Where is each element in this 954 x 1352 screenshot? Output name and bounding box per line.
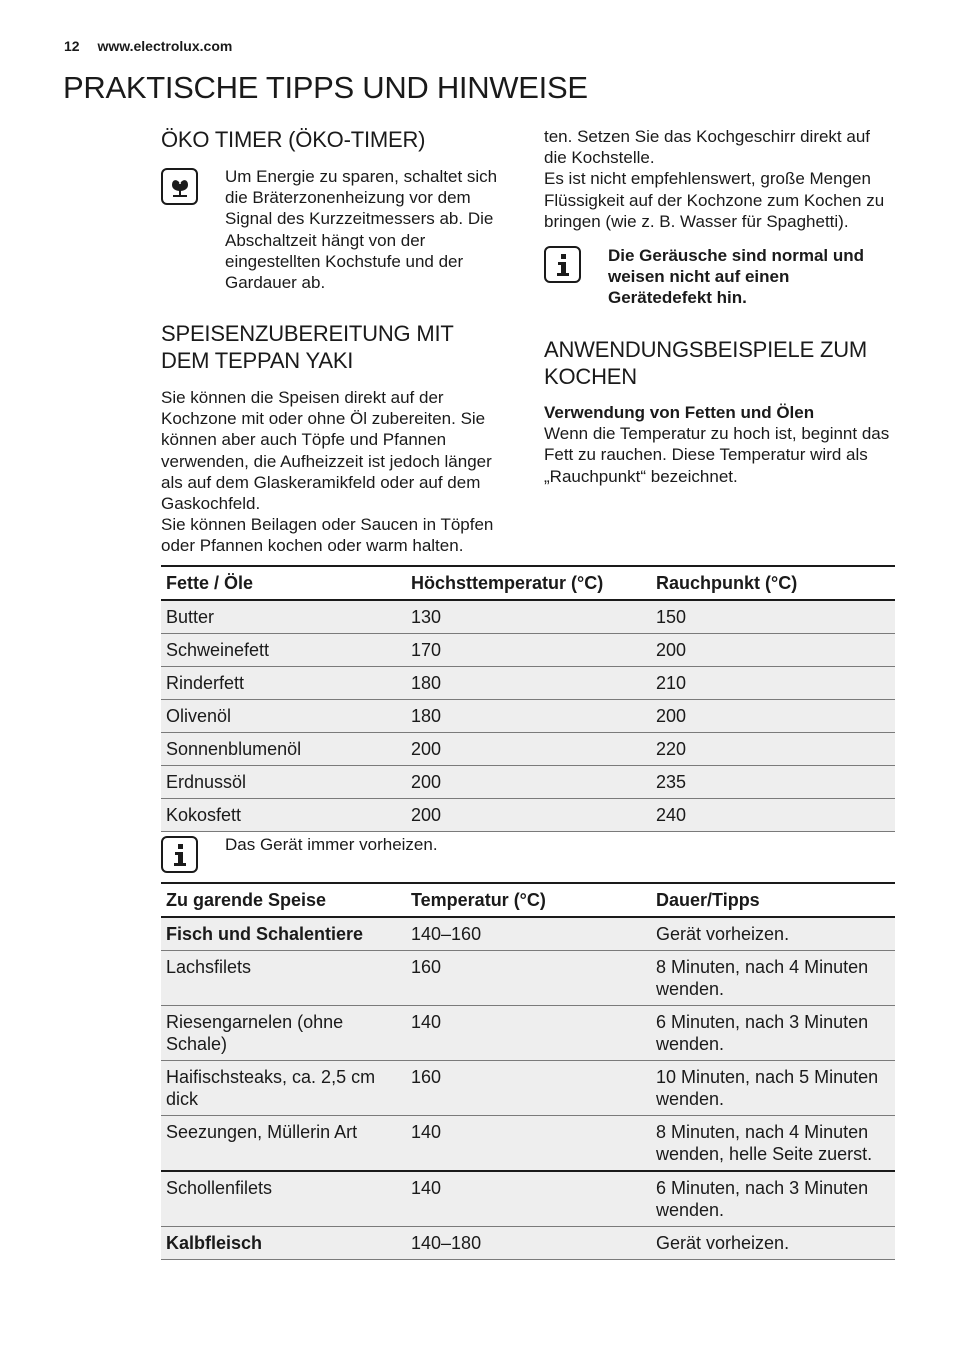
table-cell: 235	[651, 766, 895, 799]
table-cell: 200	[406, 766, 651, 799]
fette-section	[544, 402, 894, 487]
table-cell: Riesengarnelen (ohne Schale)	[161, 1006, 406, 1061]
fette-heading: Verwendung von Fetten und Ölen	[544, 403, 815, 422]
table-row	[161, 700, 895, 733]
table-cell: 220	[651, 733, 895, 766]
table-cell: 240	[651, 799, 895, 832]
cooking-table	[161, 882, 895, 1260]
table-cell: Haifischsteaks, ca. 2,5 cm dick	[161, 1061, 406, 1116]
table-cell: Kokosfett	[161, 799, 406, 832]
table-cell: Seezungen, Müllerin Art	[161, 1116, 406, 1172]
page-header	[64, 38, 232, 54]
preheat-note: Das Gerät immer vorheizen.	[225, 835, 438, 854]
table-cell: 200	[651, 634, 895, 667]
table-cell: 130	[406, 600, 651, 634]
table-cell: Gerät vorheizen.	[651, 917, 895, 951]
table-cell: 180	[406, 700, 651, 733]
info-icon	[161, 836, 198, 873]
table-cell: 170	[406, 634, 651, 667]
table-header-row	[161, 883, 895, 917]
table-cell: Kalbfleisch	[161, 1227, 406, 1260]
column-header: Höchsttemperatur (°C)	[406, 566, 651, 600]
table-cell: Gerät vorheizen.	[651, 1227, 895, 1260]
teppan-yaki-title: SPEISENZUBEREITUNG MIT DEM TEPPAN YAKI	[161, 321, 454, 373]
column-header: Temperatur (°C)	[406, 883, 651, 917]
page-number: 12	[64, 38, 80, 54]
table-row	[161, 1227, 895, 1260]
column-header: Zu garende Speise	[161, 883, 406, 917]
table-cell: Schollenfilets	[161, 1171, 406, 1227]
continued-text: ten. Setzen Sie das Kochgeschirr direkt auf die Kochstelle. Es ist nicht empfehlenswert, große Mengen Flüssigkeit auf der Kochzone zum Kochen zu bringen (wie z. B. Wasser für Spaghetti).	[544, 127, 885, 231]
table-cell: 140	[406, 1006, 651, 1061]
info-note-noise: Die Geräusche sind normal und weisen nicht auf einen Gerätedefekt hin.	[608, 246, 865, 308]
table-cell: Sonnenblumenöl	[161, 733, 406, 766]
table-cell: 180	[406, 667, 651, 700]
oeko-timer-title: ÖKO TIMER (ÖKO-TIMER)	[161, 127, 426, 152]
table-cell: 160	[406, 1061, 651, 1116]
column-header: Rauchpunkt (°C)	[651, 566, 895, 600]
page-title: PRAKTISCHE TIPPS UND HINWEISE	[63, 70, 588, 105]
table-row	[161, 634, 895, 667]
table-row	[161, 917, 895, 951]
table-cell: Rinderfett	[161, 667, 406, 700]
info-icon	[544, 246, 581, 283]
table-cell: 200	[651, 700, 895, 733]
table-cell: 200	[406, 799, 651, 832]
table-cell: Olivenöl	[161, 700, 406, 733]
table-cell: 8 Minuten, nach 4 Minuten wenden, helle Seite zuerst.	[651, 1116, 895, 1172]
column-header: Fette / Öle	[161, 566, 406, 600]
table-cell: Lachsfilets	[161, 951, 406, 1006]
table-row	[161, 766, 895, 799]
table-cell: 200	[406, 733, 651, 766]
table-row	[161, 667, 895, 700]
eco-leaf-icon	[161, 168, 198, 205]
table-cell: 140–180	[406, 1227, 651, 1260]
table-cell: 210	[651, 667, 895, 700]
table-row	[161, 600, 895, 634]
table-row	[161, 1006, 895, 1061]
table-cell: 8 Minuten, nach 4 Minuten wenden.	[651, 951, 895, 1006]
teppan-yaki-text: Sie können die Speisen direkt auf der Kochzone mit oder ohne Öl zubereiten. Sie können aber auch Töpfe und Pfannen verwenden, die Aufheizzeit ist jedoch länger als auf dem Glaskeramikfeld oder auf dem Gaskochfeld. Sie können Beilagen oder Saucen in Töpfen oder Pfannen kochen oder warm halten.	[161, 388, 494, 556]
table-cell: 10 Minuten, nach 5 Minuten wenden.	[651, 1061, 895, 1116]
anwendung-title: ANWENDUNGSBEISPIELE ZUM KOCHEN	[544, 337, 868, 389]
column-header: Dauer/Tipps	[651, 883, 895, 917]
table-header-row	[161, 566, 895, 600]
table-cell: 6 Minuten, nach 3 Minuten wenden.	[651, 1171, 895, 1227]
table-cell: 140	[406, 1171, 651, 1227]
fette-text: Wenn die Temperatur zu hoch ist, beginnt das Fett zu rauchen. Diese Temperatur wird als „Rauchpunkt“ bezeichnet.	[544, 424, 890, 486]
table-cell: 160	[406, 951, 651, 1006]
table-cell: 6 Minuten, nach 3 Minuten wenden.	[651, 1006, 895, 1061]
oeko-timer-text: Um Energie zu sparen, schaltet sich die Bräterzonenheizung vor dem Signal des Kurzzeitmessers ab. Die Abschaltzeit hängt von der eingestellten Kochstufe und der Gardauer ab.	[225, 167, 498, 293]
site-url: www.electrolux.com	[97, 38, 233, 54]
table-cell: 140–160	[406, 917, 651, 951]
table-cell: Fisch und Schalentiere	[161, 917, 406, 951]
table-row	[161, 733, 895, 766]
table-row	[161, 799, 895, 832]
table-row	[161, 1061, 895, 1116]
fats-table	[161, 565, 895, 832]
table-cell: 140	[406, 1116, 651, 1172]
table-cell: Butter	[161, 600, 406, 634]
table-row	[161, 951, 895, 1006]
table-cell: 150	[651, 600, 895, 634]
table-row	[161, 1116, 895, 1172]
table-row	[161, 1171, 895, 1227]
table-cell: Schweinefett	[161, 634, 406, 667]
table-cell: Erdnussöl	[161, 766, 406, 799]
